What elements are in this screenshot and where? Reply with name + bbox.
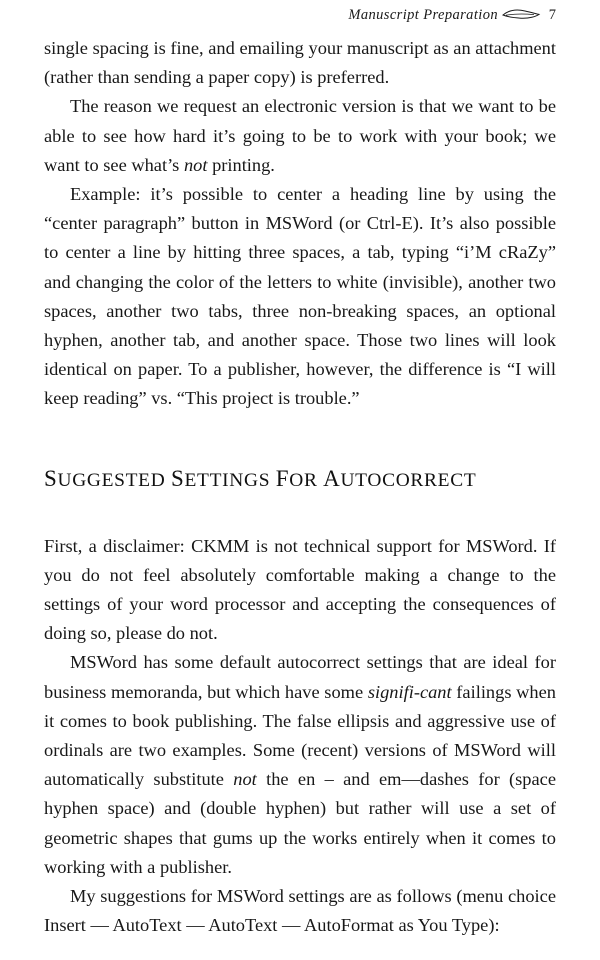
paragraph-4: First, a disclaimer: CKMM is not technical support for MSWord. If you do not feel absolutely comfortable making a change to the settings of your word processor and accepting the consequences of doing so, please do not. (44, 535, 556, 644)
text-run: MSWord has some default autocorrect settings that are ideal for business memoranda, but which have some (44, 652, 556, 702)
paragraph-2 (44, 92, 556, 180)
emphasis-significant-2: cant (419, 681, 452, 702)
running-head (44, 0, 556, 30)
spacer-after-heading (44, 492, 556, 532)
text-run: the en – and em—dashes for (space hyphen space) and (double hyphen) but rather will use a set of geometric shapes that gums up the works entirely when it comes to working with a publisher. (44, 769, 556, 877)
leaf-ornament-icon (498, 8, 544, 20)
paragraph-5 (44, 648, 556, 882)
paragraph-3: Example: it’s possible to center a heading line by using the “center paragraph” button in MSWord (or Ctrl-E). It’s also possible to center a line by hitting three spaces, a tab, typing “i’M cRaZy” and changing the color of the letters to white (invisible), another two spaces, another two tabs, three non-breaking spaces, an optional hyphen, another tab, and another space. Those two lines will look identical on paper. To a publisher, however, the difference is “I will keep reading” vs. “This project is trouble.” (44, 184, 556, 409)
paragraph-1: single spacing is fine, and emailing your manuscript as an attachment (rather than sending a paper copy) is preferred. (44, 38, 556, 88)
text-run: failings when it comes to book publishing. The false ellipsis and aggressive use of ordinals are two examples. Some (recent) versions of MSWord will automatically substitute (44, 681, 556, 790)
emphasis-significant-1: signifi- (367, 681, 420, 702)
text-run: The reason we request an electronic version is that we want to be able to see how hard it’s going to be to work with your book; we want to see what’s (44, 96, 556, 175)
emphasis-not: not (183, 154, 208, 175)
spacer-before-heading (44, 414, 556, 466)
section-heading: SUGGESTED SETTINGS FOR AUTOCORRECT (44, 465, 477, 491)
emphasis-not-2: not (233, 769, 257, 790)
text-run: printing. (207, 154, 275, 175)
running-head-title: Manuscript Preparation (348, 6, 498, 23)
paragraph-6: My suggestions for MSWord settings are as follows (menu choice Insert — AutoText — AutoText — AutoFormat as You Type): (44, 886, 556, 936)
body-text-column (44, 34, 556, 940)
page-number: 7 (548, 6, 556, 23)
